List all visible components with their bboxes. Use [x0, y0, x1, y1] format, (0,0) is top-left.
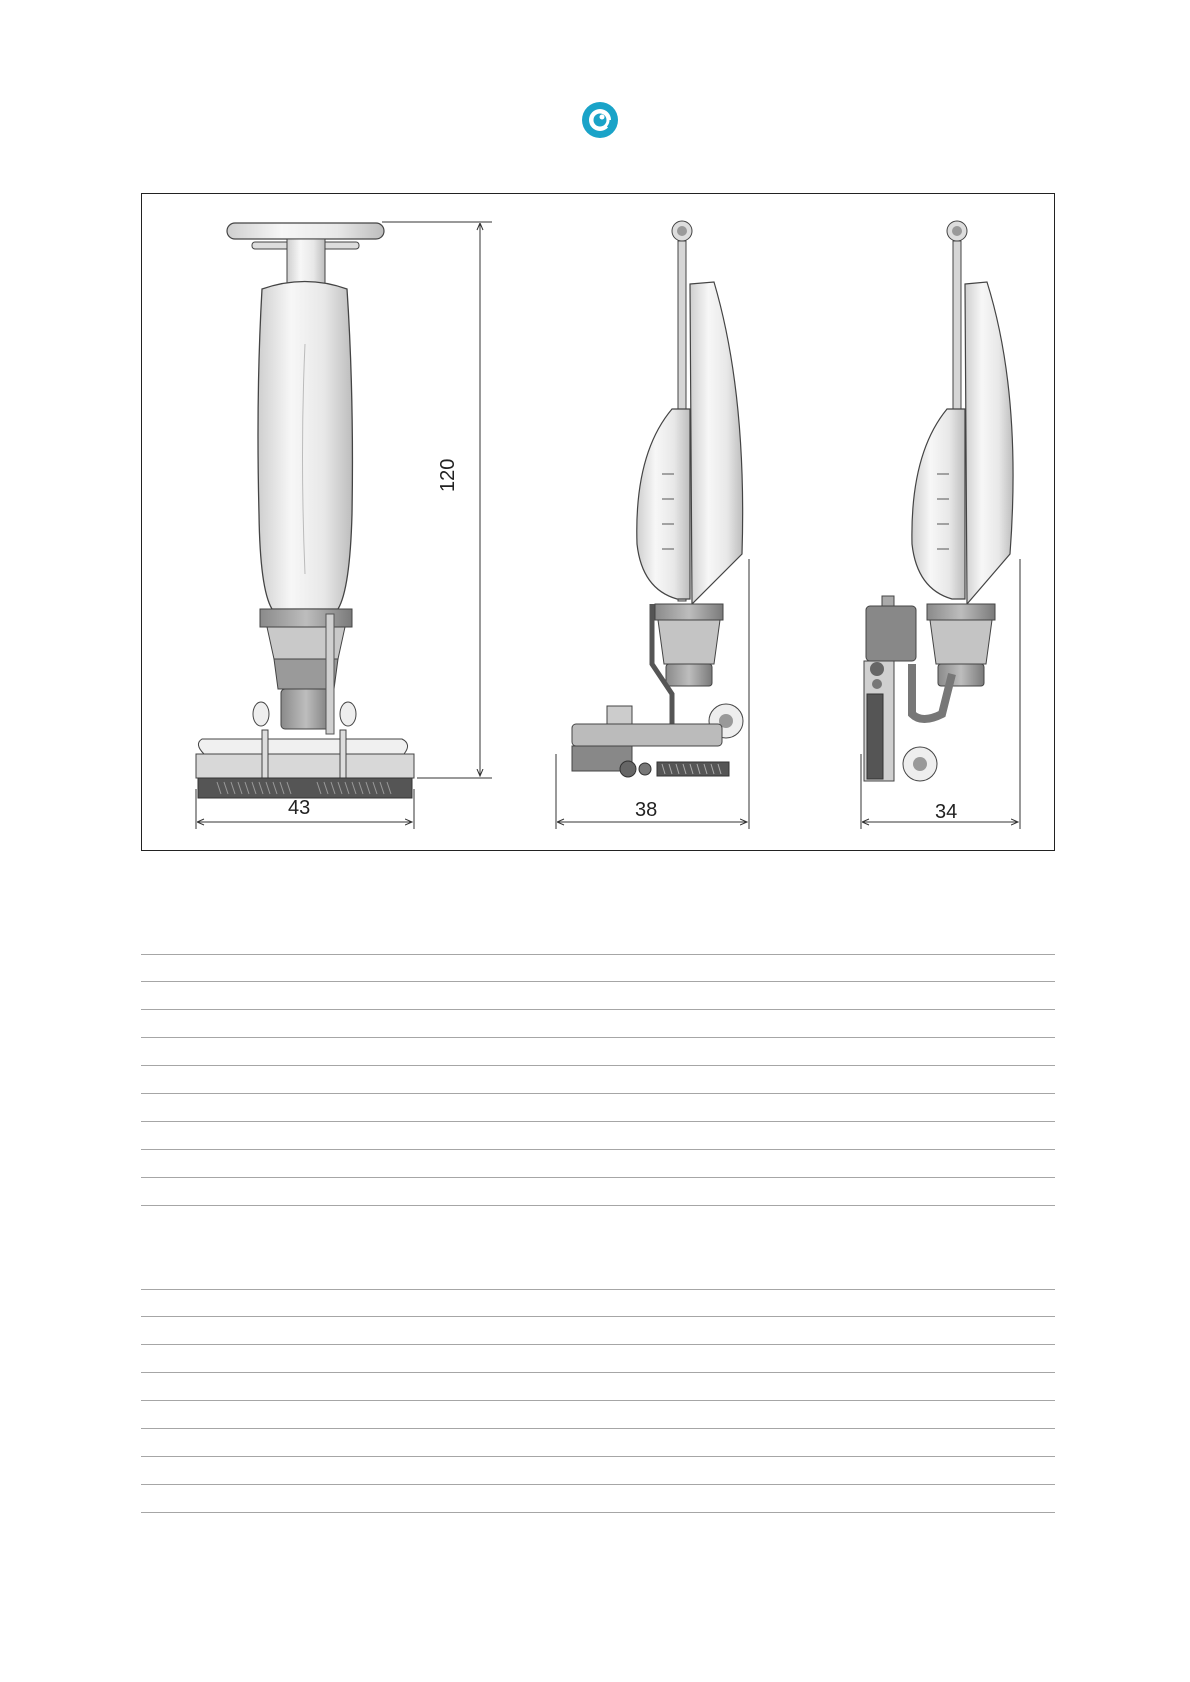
table-row: [141, 1373, 1055, 1401]
tilted-depth-label: 34: [935, 801, 958, 823]
side-view: [572, 221, 743, 777]
table-row: [141, 1317, 1055, 1345]
side-depth-label: 38: [635, 799, 658, 821]
front-width-label: 43: [288, 797, 311, 819]
table-row: [141, 1345, 1055, 1373]
technical-drawing: [141, 193, 1055, 851]
table-row: [141, 954, 1055, 982]
brand-logo-icon: [580, 100, 620, 140]
table-row: [141, 1094, 1055, 1122]
table-row: [141, 1401, 1055, 1429]
table-row: [141, 1289, 1055, 1317]
table-row: [141, 1038, 1055, 1066]
table-row: [141, 1485, 1055, 1513]
height-label: 120: [437, 458, 459, 492]
table-row: [141, 982, 1055, 1010]
table-row: [141, 1010, 1055, 1038]
table-row: [141, 1150, 1055, 1178]
table-row: [141, 1122, 1055, 1150]
side-depth-dimension: [556, 559, 749, 829]
front-view: [196, 223, 414, 798]
height-dimension: [382, 222, 492, 778]
spec-table-b: [141, 1289, 1055, 1513]
side-view-tilted: [864, 221, 1013, 781]
table-row: [141, 1178, 1055, 1206]
spec-table-a: [141, 954, 1055, 1206]
table-row: [141, 1066, 1055, 1094]
table-row: [141, 1429, 1055, 1457]
table-row: [141, 1457, 1055, 1485]
